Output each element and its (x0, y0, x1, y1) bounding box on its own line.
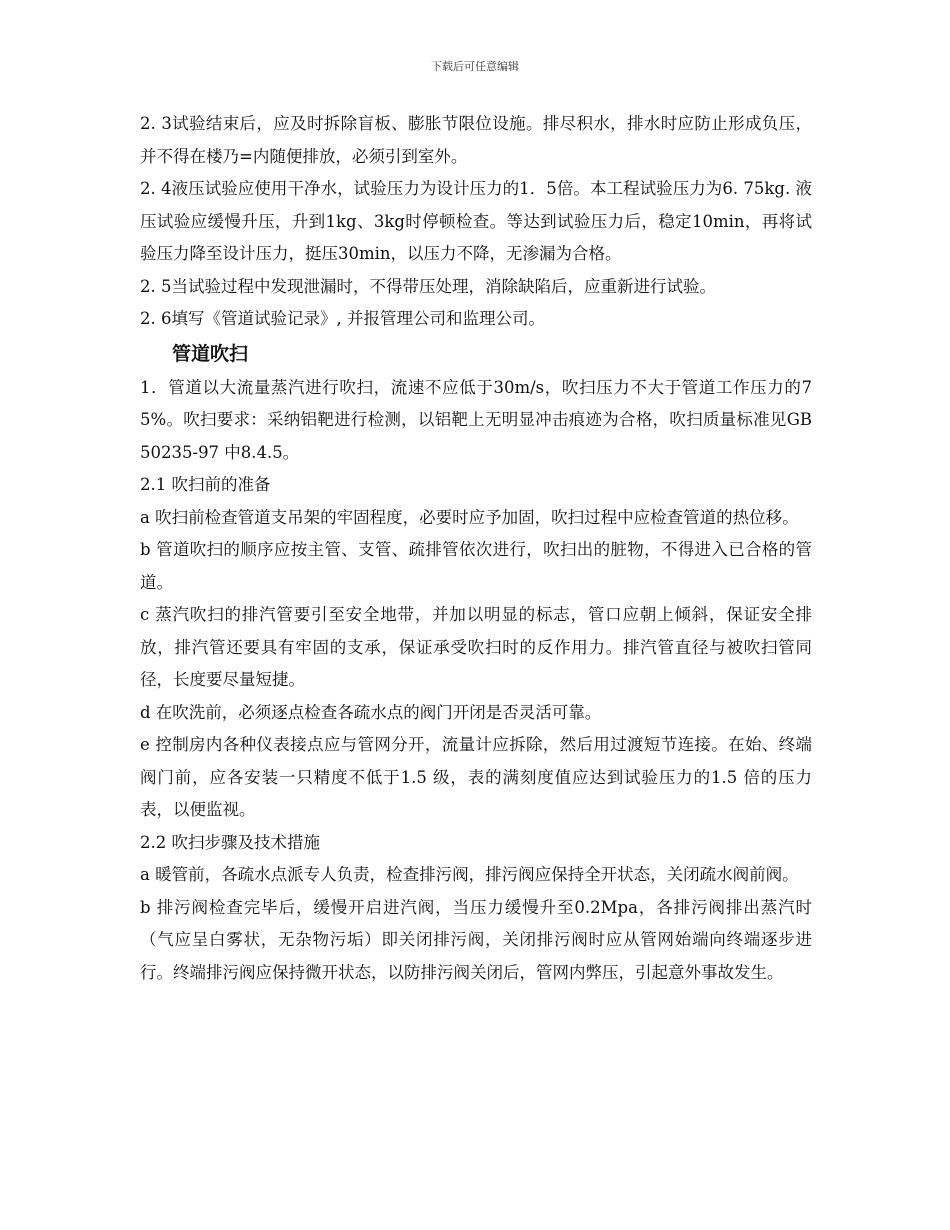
para-2-2-b: b 排污阀检查完毕后，缓慢开启进汽阀，当压力缓慢升至0.2Mpa，各排污阀排出蒸汽时（气应呈白雾状，无杂物污垢）即关闭排污阀，关闭排污阀时应从管网始端向终端逐步进行。终端排污阀应保持微开状态，以防排污阀关闭后，管网内弊压，引起意外事故发生。 (140, 897, 812, 982)
para-2-2-a: a 暖管前，各疏水点派专人负责，检查排污阀，排污阀应保持全开状态，关闭疏水阀前阀。 (140, 865, 799, 884)
document-body (140, 108, 812, 989)
para-2-4: 2. 4液压试验应使用干净水，试验压力为设计压力的1．5倍。本工程试验压力为6. 75kg. 液压试验应缓慢升压，升到1kg、3kg时停顿检查。等达到试验压力后，稳定10min，再将试验压力降至设计压力，挺压30min，以压力不降，无渗漏为合格。 (140, 179, 812, 263)
para-2-2-title: 2.2 吹扫步骤及技术措施 (140, 832, 320, 852)
para-2-1-a: a 吹扫前检查管道支吊架的牢固程度，必要时应予加固，吹扫过程中应检查管道的热位移。 (140, 507, 799, 527)
para-1: 1．管道以大流量蒸汽进行吹扫，流速不应低于30m/s，吹扫压力不大于管道工作压力的75%。吹扫要求：采纳铝靶进行检测，以铝靶上无明显冲击痕迹为合格，吹扫质量标准见GB50235-97 中8.4.5。 (140, 377, 812, 462)
para-2-6: 2. 6填写《管道试验记录》, 并报管理公司和监理公司。 (140, 309, 545, 328)
para-2-1-d: d 在吹洗前，必须逐点检查各疏水点的阀门开闭是否灵活可靠。 (140, 702, 602, 722)
para-2-1-c: c 蒸汽吹扫的排汽管要引至安全地带，并加以明显的标志，管口应朝上倾斜，保证安全排放，排汽管还要具有牢固的支承，保证承受吹扫时的反作用力。排汽管直径与被吹扫管同径，长度要尽量短捷。 (140, 605, 812, 689)
section-heading: 管道吹扫 (172, 342, 249, 365)
page-header: 下载后可任意编辑 (431, 60, 519, 73)
para-2-3: 2. 3试验结束后，应及时拆除盲板、膨胀节限位设施。排尽积水，排水时应防止形成负压，并不得在楼乃=内随便排放，必须引到室外。 (140, 114, 812, 166)
para-2-1-e: e 控制房内各种仪表接点应与管网分开，流量计应拆除，然后用过渡短节连接。在始、终端阀门前，应各安装一只精度不低于1.5 级，表的满刻度值应达到试验压力的1.5 倍的压力表，以便监视。 (140, 735, 812, 819)
para-2-1-b: b 管道吹扫的顺序应按主管、支管、疏排管依次进行，吹扫出的脏物，不得进入已合格的管道。 (140, 540, 812, 592)
para-2-5: 2. 5当试验过程中发现泄漏时，不得带压处理，消除缺陷后，应重新进行试验。 (140, 276, 716, 296)
para-2-1-title: 2.1 吹扫前的准备 (140, 475, 271, 494)
